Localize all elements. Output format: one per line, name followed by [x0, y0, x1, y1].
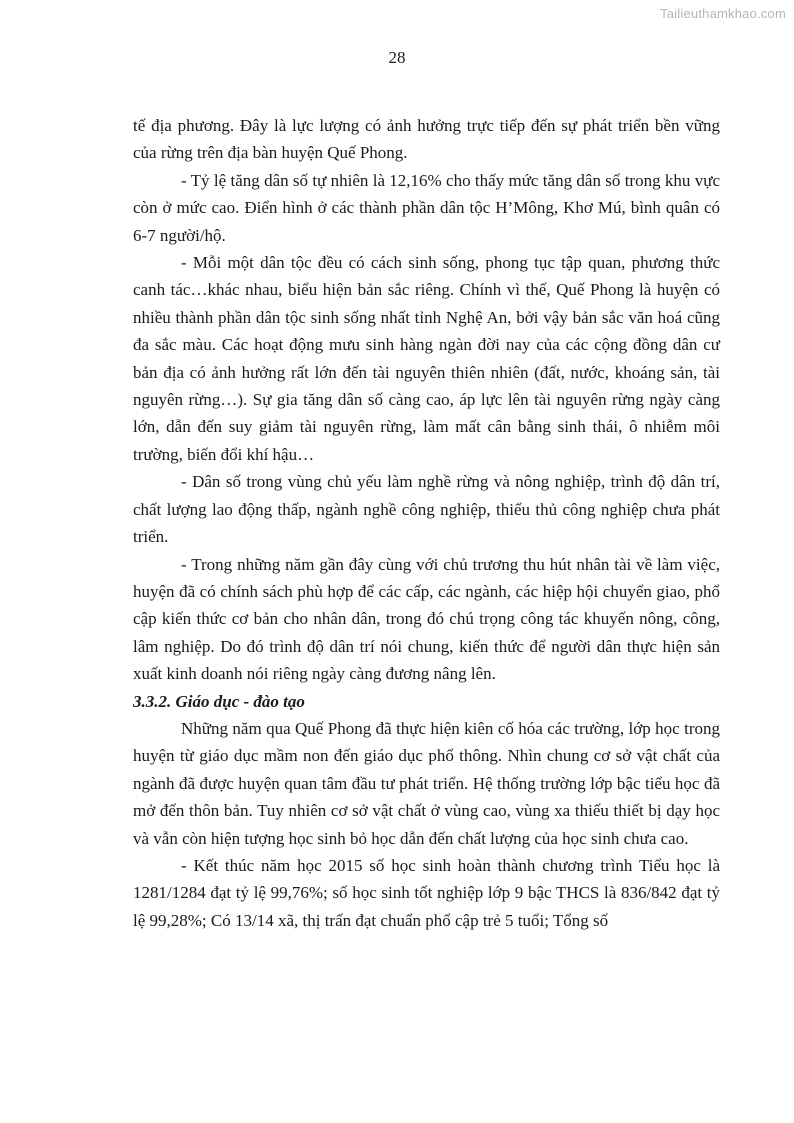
paragraph-ethnic-culture: - Mỗi một dân tộc đều có cách sinh sống, phong tục tập quan, phương thức canh tác…khác nhau, biểu hiện bản sắc riêng. Chính vì thế, Quế Phong là huyện có nhiều thành phần dân tộc sinh sống nhất tỉnh Nghệ An, bởi vậy bản sắc văn hoá cũng đa sắc màu. Các hoạt động mưu sinh hàng ngàn đời nay của các cộng đồng dân cư bản địa có ảnh hưởng rất lớn đến tài nguyên thiên nhiên (đất, nước, khoáng sản, tài nguyên rừng…). Sự gia tăng dân số càng cao, áp lực lên tài nguyên rừng ngày càng lớn, dẫn đến suy giảm tài nguyên rừng, làm mất cân bằng sinh thái, ô nhiễm môi trường, biến đổi khí hậu…: [133, 253, 720, 464]
page-number: 28: [388, 48, 406, 67]
paragraph-population-growth: - Tỷ lệ tăng dân số tự nhiên là 12,16% cho thấy mức tăng dân số trong khu vực còn ở mức cao. Điển hình ở các thành phần dân tộc H’Mông, Khơ Mú, bình quân có 6-7 người/hộ.: [133, 170, 720, 245]
paragraph-labor: - Dân số trong vùng chủ yếu làm nghề rừng và nông nghiệp, trình độ dân trí, chất lượng lao động thấp, ngành nghề công nghiệp, thiểu thủ công nghiệp chưa phát triển.: [133, 472, 720, 547]
section-heading-education: 3.3.2. Giáo dục - đào tạo: [133, 691, 305, 711]
paragraph-policy: - Trong những năm gần đây cùng với chủ trương thu hút nhân tài về làm việc, huyện đã có chính sách phù hợp để các cấp, các ngành, các hiệp hội chuyển giao, phổ cập kiến thức cơ bản cho nhân dân, trong đó chú trọng công tác khuyến nông, công, lâm nghiệp. Do đó trình độ dân trí nói chung, kiến thức để người dân thực hiện sản xuất kinh doanh nói riêng ngày càng đương nâng lên.: [133, 554, 720, 684]
paragraph-education-results: - Kết thúc năm học 2015 số học sinh hoàn thành chương trình Tiểu học là 1281/1284 đạt tỷ lệ 99,76%; số học sinh tốt nghiệp lớp 9 bậc THCS là 836/842 đạt tỷ lệ 99,28%; Có 13/14 xã, thị trấn đạt chuẩn phổ cập trẻ 5 tuổi; Tổng số: [133, 855, 720, 930]
paragraph-education-overview: Những năm qua Quế Phong đã thực hiện kiên cố hóa các trường, lớp học trong huyện từ giáo dục mầm non đến giáo dục phổ thông. Nhìn chung cơ sở vật chất của ngành đã được huyện quan tâm đầu tư phát triển. Hệ thống trường lớp bậc tiểu học đã mở đến thôn bản. Tuy nhiên cơ sở vật chất ở vùng cao, vùng xa thiếu thiết bị dạy học và vẫn còn hiện tượng học sinh bỏ học dẫn đến chất lượng của học sinh chưa cao.: [133, 718, 720, 848]
watermark-text: Tailieuthamkhao.com: [660, 6, 786, 21]
paragraph-continuation: tế địa phương. Đây là lực lượng có ảnh hưởng trực tiếp đến sự phát triển bền vững của rừng trên địa bàn huyện Quế Phong.: [133, 116, 720, 163]
document-body: [133, 112, 720, 934]
